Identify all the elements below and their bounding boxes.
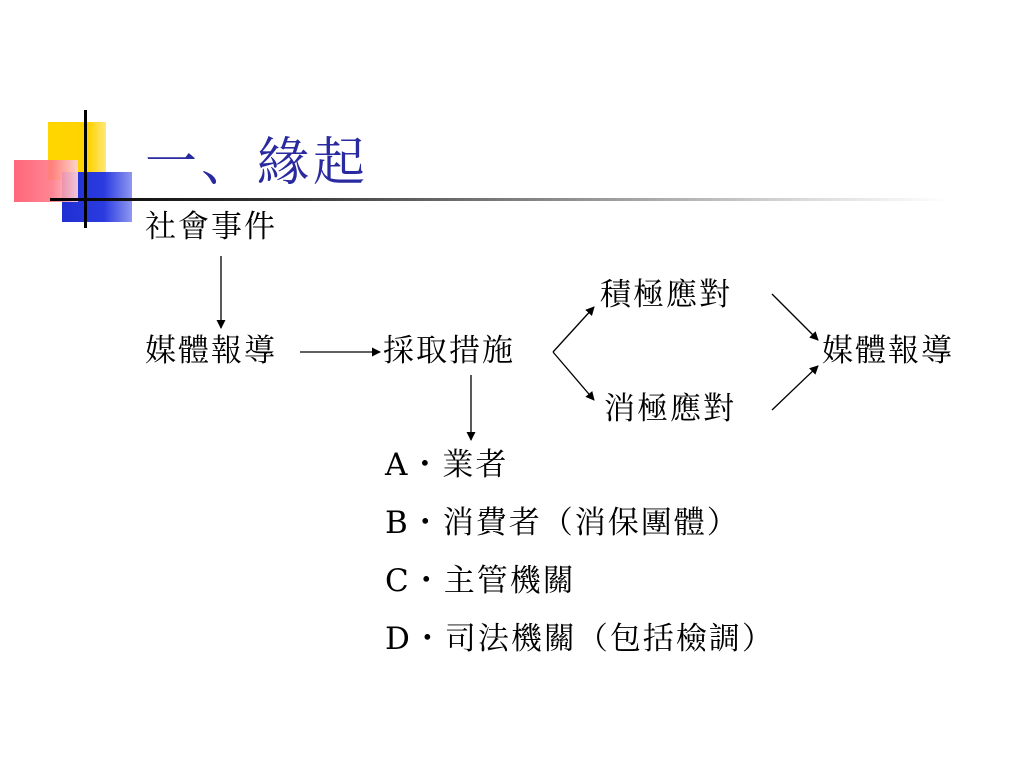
actor-item-a: A・業者 [385,447,509,483]
actor-item-d: D・司法機關（包括檢調） [385,621,775,657]
vertical-rule [84,110,87,228]
red-square-decoration [14,160,78,202]
node-negative-response: 消極應對 [604,391,736,427]
node-take-action: 採取措施 [383,333,515,369]
arrow-negative-to-report [772,366,818,410]
arrow-action-to-positive [553,307,594,352]
actor-item-c: C・主管機關 [385,563,576,599]
slide-title: 一、緣起 [145,133,370,193]
node-media-report-right: 媒體報導 [822,333,954,369]
node-media-report-left: 媒體報導 [145,333,277,369]
arrow-action-to-negative [553,352,594,400]
node-positive-response: 積極應對 [600,277,732,313]
actor-item-b: B・消費者（消保團體） [385,505,740,541]
title-underline [50,198,950,201]
node-social-event: 社會事件 [145,209,277,245]
arrow-positive-to-report [772,294,818,340]
